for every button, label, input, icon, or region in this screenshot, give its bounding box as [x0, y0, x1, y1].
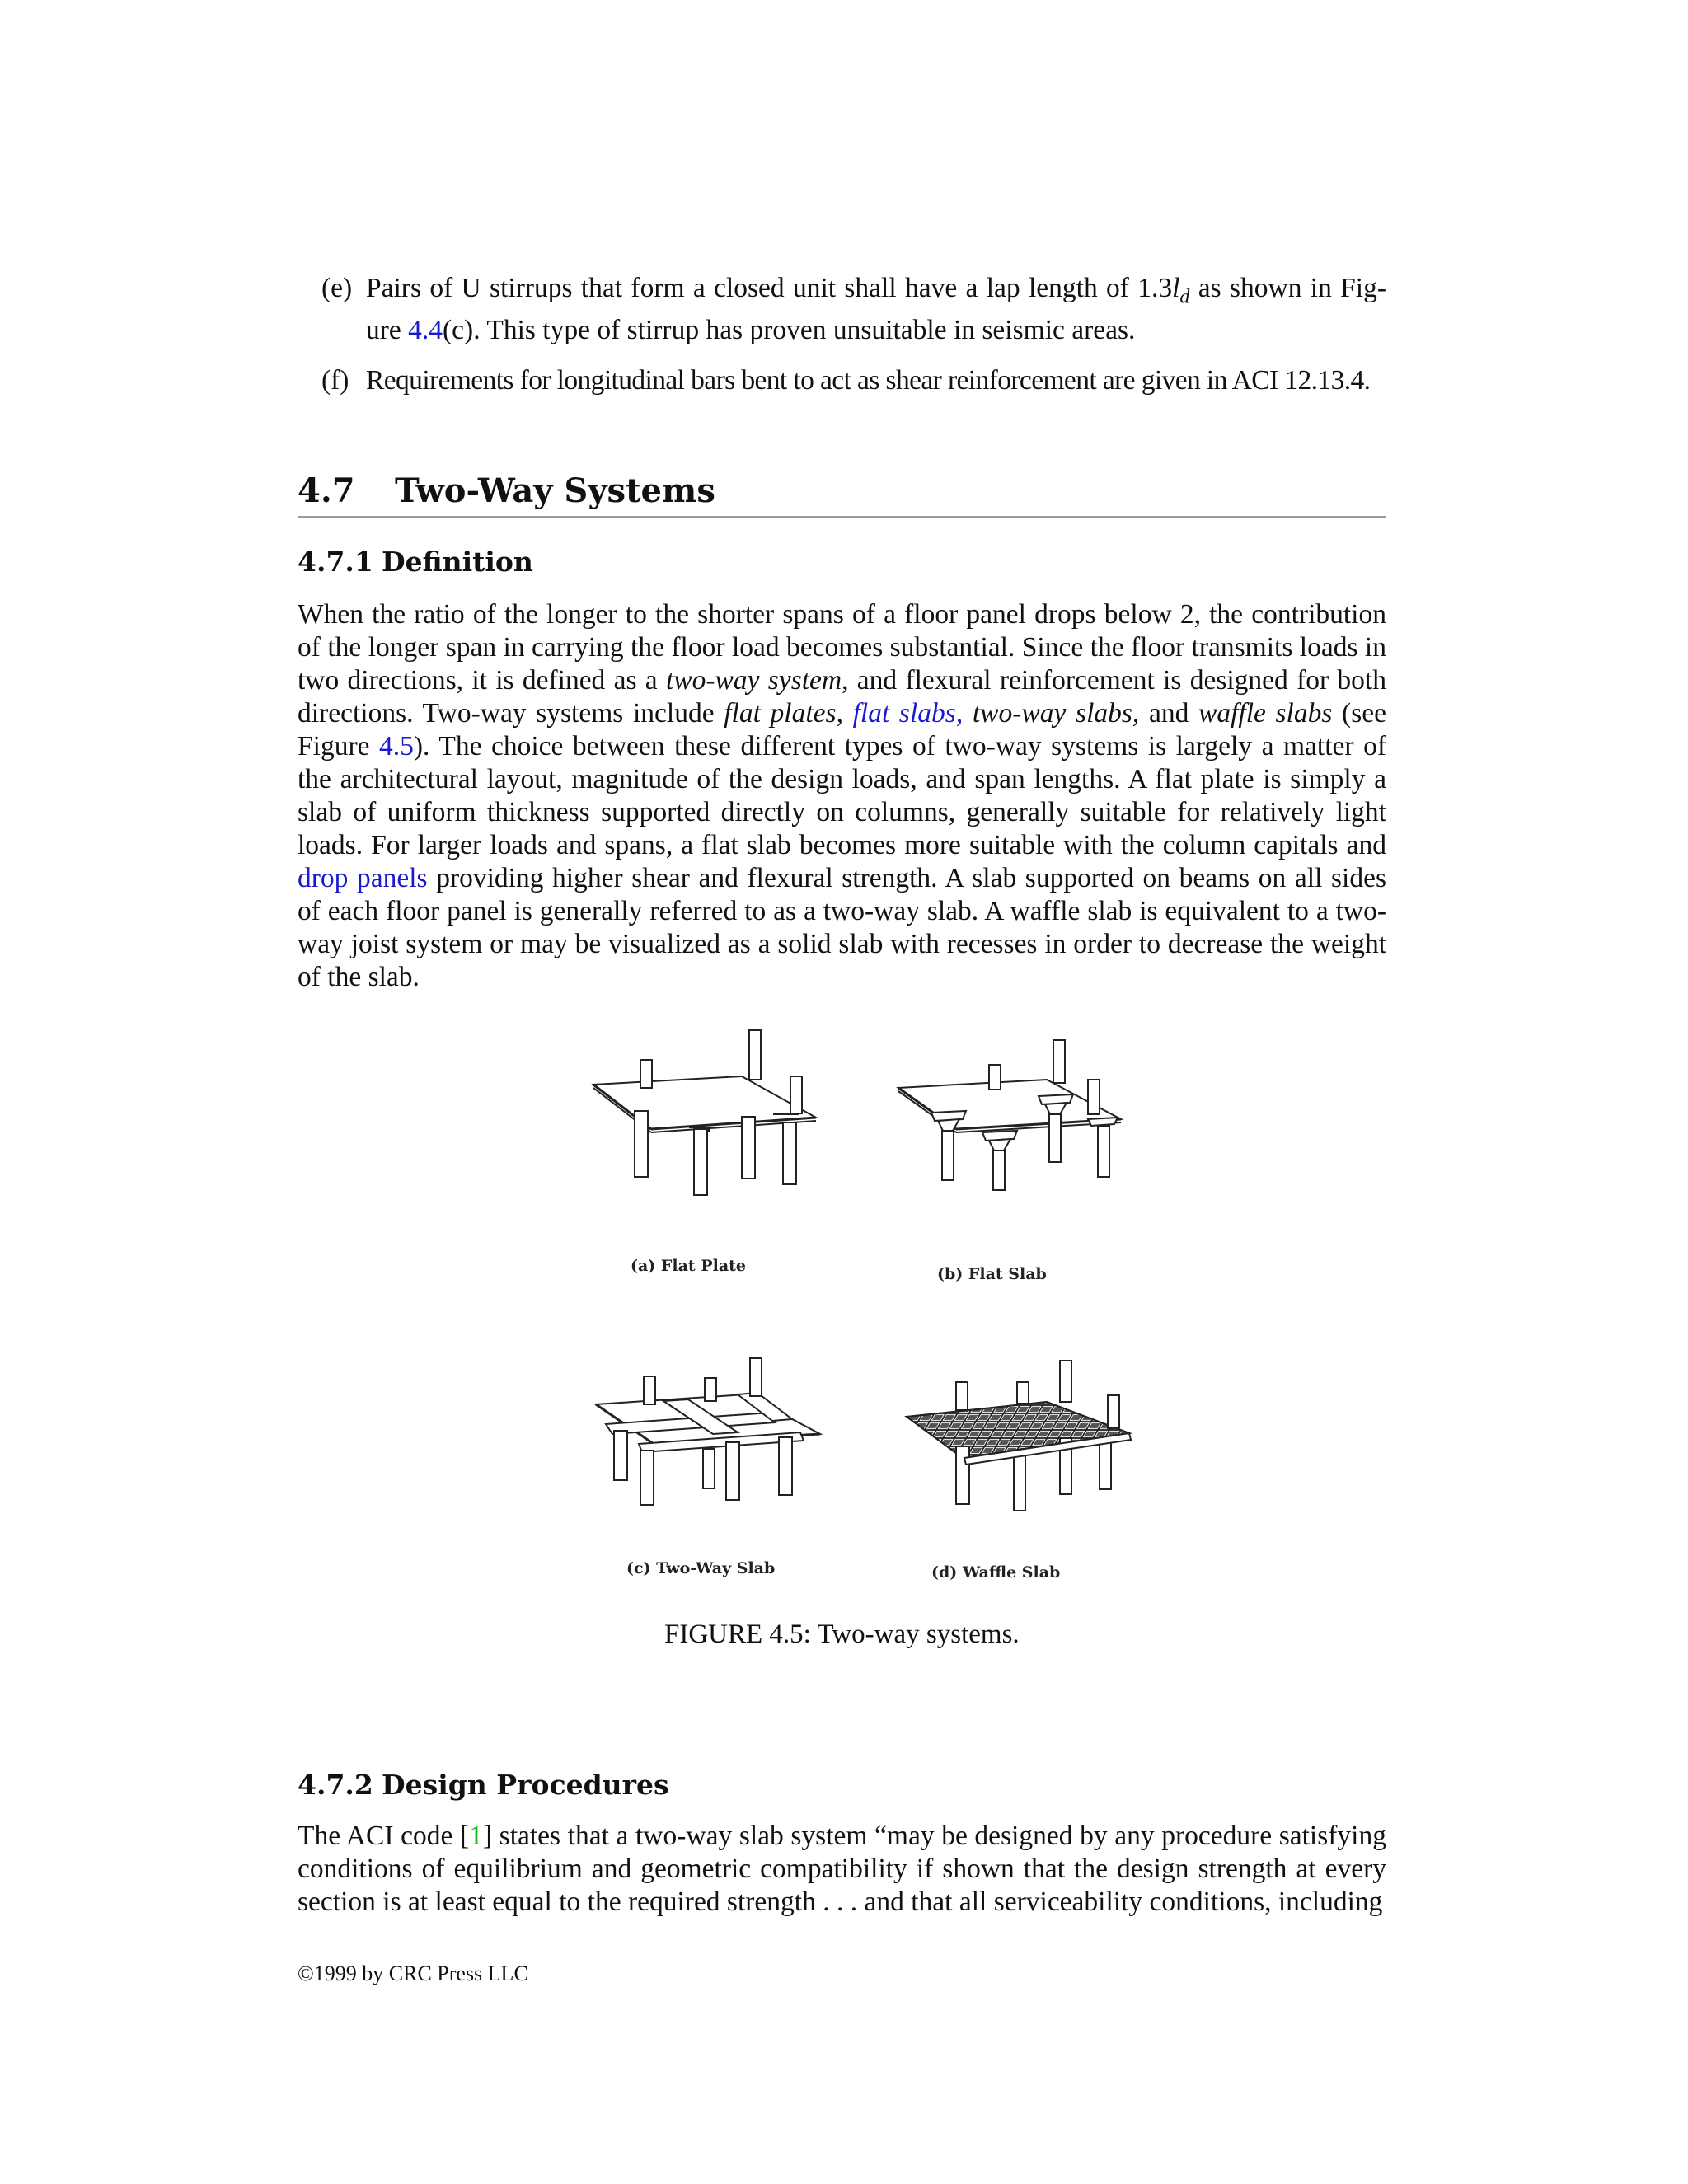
subsection-number: 4.7.2: [298, 1769, 373, 1801]
subsection-number: 4.7.1: [298, 546, 373, 578]
citation-link[interactable]: 1: [469, 1821, 483, 1851]
figure-label-a: (a) Flat Plate: [631, 1257, 746, 1275]
figure-label-d: (d) Waffle Slab: [931, 1563, 1061, 1582]
list-label: (e): [321, 273, 353, 303]
figure-label-c: (c) Two-Way Slab: [626, 1559, 776, 1577]
definition-paragraph: When the ratio of the longer to the shorter spans of a floor panel drops below 2, the contribution of the longer span in carrying the floor load becomes substantial. Since the floor transmits loads in two directions, it is defined as a two-way system, and flexural reinforcement is designed for both directions. Two-way systems include flat plates, flat slabs, two-way slabs, and waffle slabs (see Figure 4.5). The choice between these different types of two-way systems is largely a matter of the architectural layout, magnitude of the design loads, and span lengths. A flat plate is simply a slab of uniform thickness supported directly on columns, generally suitable for relatively light loads. For larger loads and spans, a flat slab becomes more suitable with the column capitals and drop panels providing higher shear and flexural strength. A slab supported on beams on all sides of each floor panel is generally referred to as a two-way slab. A waffle slab is equivalent to a two-way joist system or may be visualized as a solid slab with recesses in order to decrease the weight of the slab.: [298, 599, 1387, 992]
design-procedures-paragraph: The ACI code [1] states that a two-way slab system “may be designed by any procedure satisfying conditions of equilibrium and geometric compatibility if shown that the design strength at every section is at least equal to the required strength . . . and that all serviceability conditions, including: [298, 1821, 1386, 1917]
figure-flat-slab: [890, 1030, 1137, 1195]
list-item-f: [321, 364, 1386, 397]
copyright-footer: ©1999 by CRC Press LLC: [298, 1961, 528, 1985]
subsection-heading-definition: [298, 544, 533, 580]
figure-ref-link[interactable]: 4.5: [379, 731, 414, 762]
subsection-title: Definition: [382, 546, 533, 578]
figure-ref-link[interactable]: 4.4: [408, 314, 443, 345]
subsection-heading-design-procedures: [298, 1767, 669, 1803]
section-title: Two-Way Systems: [395, 471, 715, 510]
figure-two-way-slab: [581, 1352, 828, 1516]
section-number: 4.7: [298, 471, 355, 510]
drop-panels-link[interactable]: drop panels: [298, 863, 428, 893]
figure-waffle-slab: [898, 1356, 1137, 1521]
figure-caption: FIGURE 4.5: Two-way systems.: [664, 1619, 1020, 1649]
figure-flat-plate: [577, 1022, 824, 1212]
subsection-title: Design Procedures: [382, 1769, 669, 1801]
figure-label-b: (b) Flat Slab: [937, 1265, 1047, 1283]
list-label: (f): [321, 365, 349, 396]
list-text: Pairs of U stirrups that form a closed unit shall have a lap length of $1.3l_d$ as shown in Fig-ure 4.4(c). This type of stirrup has proven unsuitable in seismic areas.: [366, 273, 1386, 345]
list-text: Requirements for longitudinal bars bent to act as shear reinforcement are given in ACI 12.13.4.: [366, 365, 1371, 396]
list-item-e: [321, 272, 1386, 347]
section-heading: [298, 468, 1386, 518]
flat-slabs-link[interactable]: flat slabs,: [852, 698, 964, 729]
